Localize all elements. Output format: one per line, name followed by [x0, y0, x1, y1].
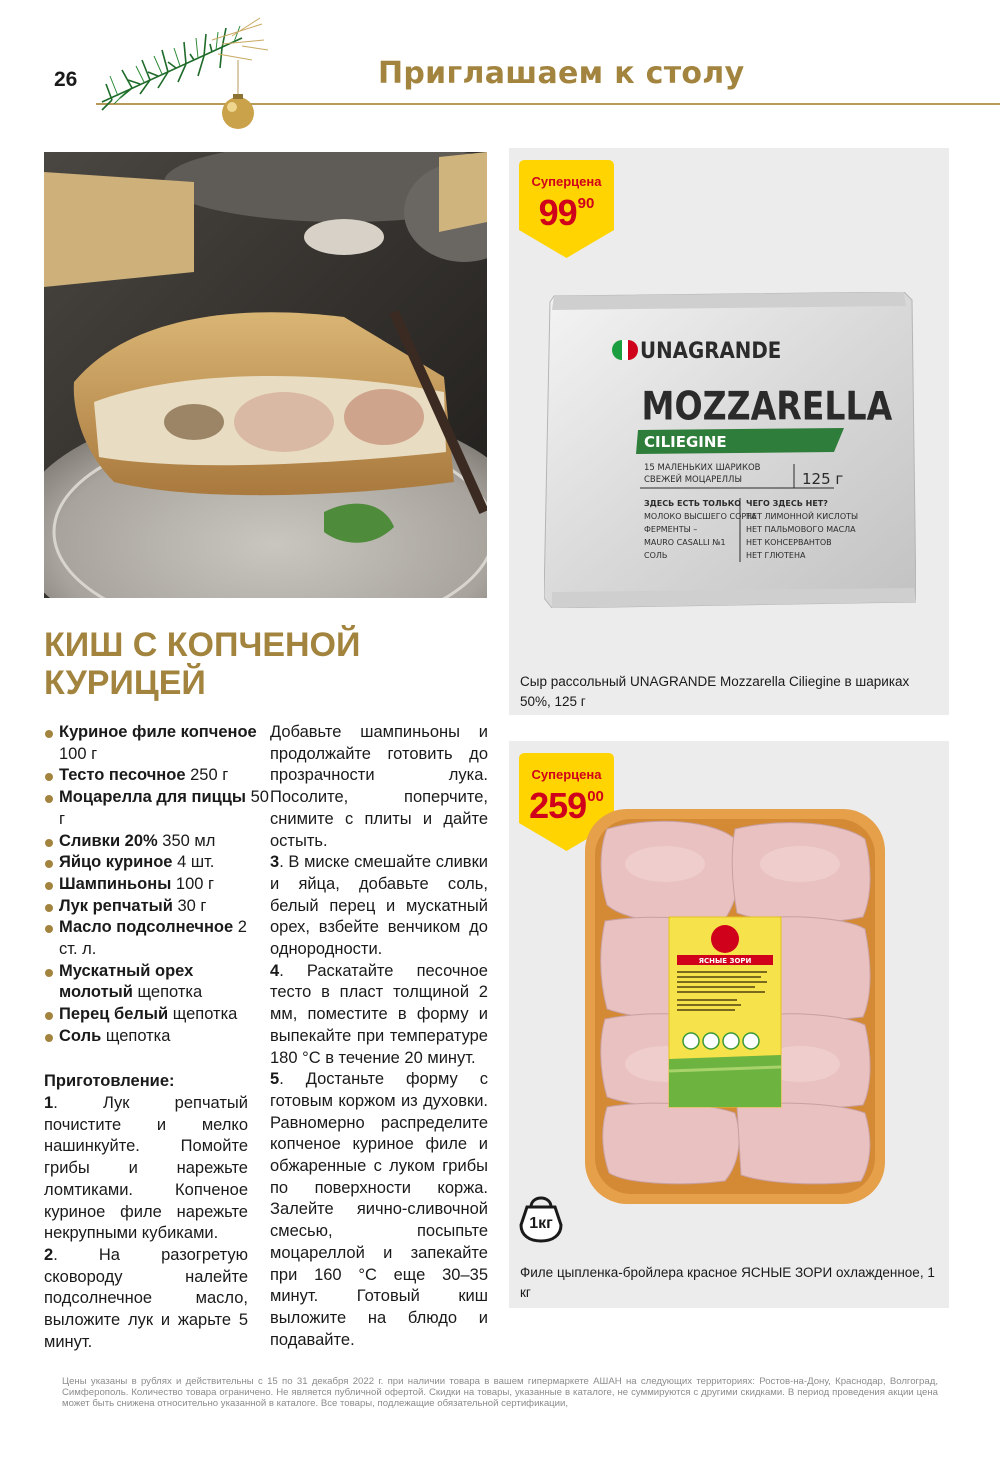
- svg-text:ФЕРМЕНТЫ –: ФЕРМЕНТЫ –: [644, 525, 698, 534]
- price: 9990: [538, 192, 595, 233]
- mozzarella-package-image: [544, 292, 916, 608]
- svg-text:ЯСНЫЕ ЗОРИ: ЯСНЫЕ ЗОРИ: [698, 957, 752, 965]
- step-2: 2. На разогретую сковороду налейте подсолнечное масло, выложите лук и жарьте 5 минут.: [44, 1245, 248, 1351]
- step-5: 5. Достаньте форму с готовым коржом из духовки. Равномерно распределите копченое куриное филе и обжаренные с луком грибы по поверхности коржа. Залейте яично-сливочной смесью, посыпьте моцареллой и запекайте при 160 °С еще 30–35 минут. Готовый киш выложите на блюдо и подавайте.: [270, 1070, 488, 1349]
- superprice-badge: Суперцена 25900: [519, 753, 614, 851]
- step-2-continued: Добавьте шампиньоны и продолжайте готовить до прозрачности лука. Посолите, поперчите, снимите с плиты и дайте остыть.: [270, 723, 488, 850]
- step-4: 4. Раскатайте песочное тесто в пласт толщиной 2 мм, поместите в форму и выпекайте при температуре 180 °С в течение 20 минут.: [270, 961, 488, 1067]
- svg-text:125 г: 125 г: [802, 470, 844, 488]
- svg-text:СВЕЖЕЙ МОЦАРЕЛЛЫ: СВЕЖЕЙ МОЦАРЕЛЛЫ: [644, 475, 742, 485]
- svg-text:ЗДЕСЬ ЕСТЬ ТОЛЬКО: ЗДЕСЬ ЕСТЬ ТОЛЬКО: [644, 499, 742, 508]
- ingredient-item: Шампиньоны 100 г: [44, 874, 269, 896]
- fir-branch-ornament: [92, 10, 272, 135]
- svg-text:НЕТ ЛИМОННОЙ КИСЛОТЫ: НЕТ ЛИМОННОЙ КИСЛОТЫ: [746, 512, 859, 521]
- ingredient-item: Яйцо куриное 4 шт.: [44, 852, 269, 874]
- svg-text:MAURO CASALLI №1: MAURO CASALLI №1: [644, 538, 726, 547]
- preparation-heading: Приготовление:: [44, 1072, 175, 1090]
- svg-text:НЕТ ГЛЮТЕНА: НЕТ ГЛЮТЕНА: [746, 551, 806, 560]
- product-card-chicken[interactable]: [509, 741, 949, 1308]
- quiche-photo: [44, 152, 487, 598]
- step-3: 3. В миске смешайте сливки и яйца, добавьте соль, белый перец и мускатный орех, взбейте венчиком до однородности.: [270, 853, 488, 959]
- ingredient-item: Сливки 20% 350 мл: [44, 831, 269, 853]
- ingredient-item: Моцарелла для пиццы 50 г: [44, 787, 269, 830]
- ingredient-item: Тесто песочное 250 г: [44, 765, 269, 787]
- weight-kettlebell-icon: 1кг: [519, 1191, 563, 1243]
- svg-text:НЕТ ПАЛЬМОВОГО МАСЛА: НЕТ ПАЛЬМОВОГО МАСЛА: [746, 525, 856, 534]
- ingredient-item: Куриное филе копченое 100 г: [44, 722, 269, 765]
- step-1: 1. Лук репчатый почистите и мелко нашинкуйте. Помойте грибы и нарежьте ломтиками. Копченое куриное филе нарежьте некрупными кубиками.: [44, 1094, 248, 1243]
- svg-text:15 МАЛЕНЬКИХ ШАРИКОВ: 15 МАЛЕНЬКИХ ШАРИКОВ: [644, 463, 761, 473]
- ingredient-item: Лук репчатый 30 г: [44, 896, 269, 918]
- svg-text:UNAGRANDE: UNAGRANDE: [640, 339, 782, 364]
- svg-text:ЧЕГО ЗДЕСЬ НЕТ?: ЧЕГО ЗДЕСЬ НЕТ?: [746, 499, 828, 508]
- svg-text:МОЛОКО ВЫСШЕГО СОРТА: МОЛОКО ВЫСШЕГО СОРТА: [644, 512, 757, 521]
- preparation-steps-column-2: [270, 722, 488, 1351]
- recipe-title: КИШ С КОПЧЕНОЙ КУРИЦЕЙ: [44, 626, 361, 702]
- preparation-steps-column-1: [44, 1093, 248, 1353]
- ingredient-item: Перец белый щепотка: [44, 1004, 269, 1026]
- svg-text:СОЛЬ: СОЛЬ: [644, 551, 668, 560]
- ingredient-item: Мускатный орех молотый щепотка: [44, 961, 269, 1004]
- svg-text:НЕТ КОНСЕРВАНТОВ: НЕТ КОНСЕРВАНТОВ: [746, 538, 832, 547]
- price: 25900: [529, 785, 604, 826]
- svg-text:CILIEGINE: CILIEGINE: [644, 433, 727, 451]
- product-caption: Филе цыпленка-бройлера красное ЯСНЫЕ ЗОРИ охлажденное, 1 кг: [520, 1265, 935, 1300]
- product-caption: Сыр рассольный UNAGRANDE Mozzarella Ciliegine в шариках 50%, 125 г: [520, 674, 910, 709]
- product-card-mozzarella[interactable]: [509, 148, 949, 715]
- svg-text:MOZZARELLA: MOZZARELLA: [641, 382, 893, 430]
- ingredient-item: Соль щепотка: [44, 1026, 269, 1048]
- page-number: 26: [54, 68, 78, 91]
- legal-footer: Цены указаны в рублях и действительны с 15 по 31 декабря 2022 г. при наличии товара в вашем гипермаркете АШАН на следующих территориях: Ростов-на-Дону, Краснодар, Волгоград, Симферополь. Количество товара ограничено. Не является публичной офертой. Скидки на товары, указанные в каталоге, не суммируются с другими скидками. В период проведения акции цена может быть снижена относительно указанной в каталоге. Все товары, подлежащие обязательной сертификации,: [62, 1376, 938, 1409]
- ingredient-item: Масло подсолнечное 2 ст. л.: [44, 917, 269, 960]
- superprice-badge: Суперцена 9990: [519, 160, 614, 258]
- chicken-tray-image: [585, 809, 885, 1204]
- page-title: Приглашаем к столу: [378, 56, 745, 91]
- ingredients-list: [44, 722, 269, 1048]
